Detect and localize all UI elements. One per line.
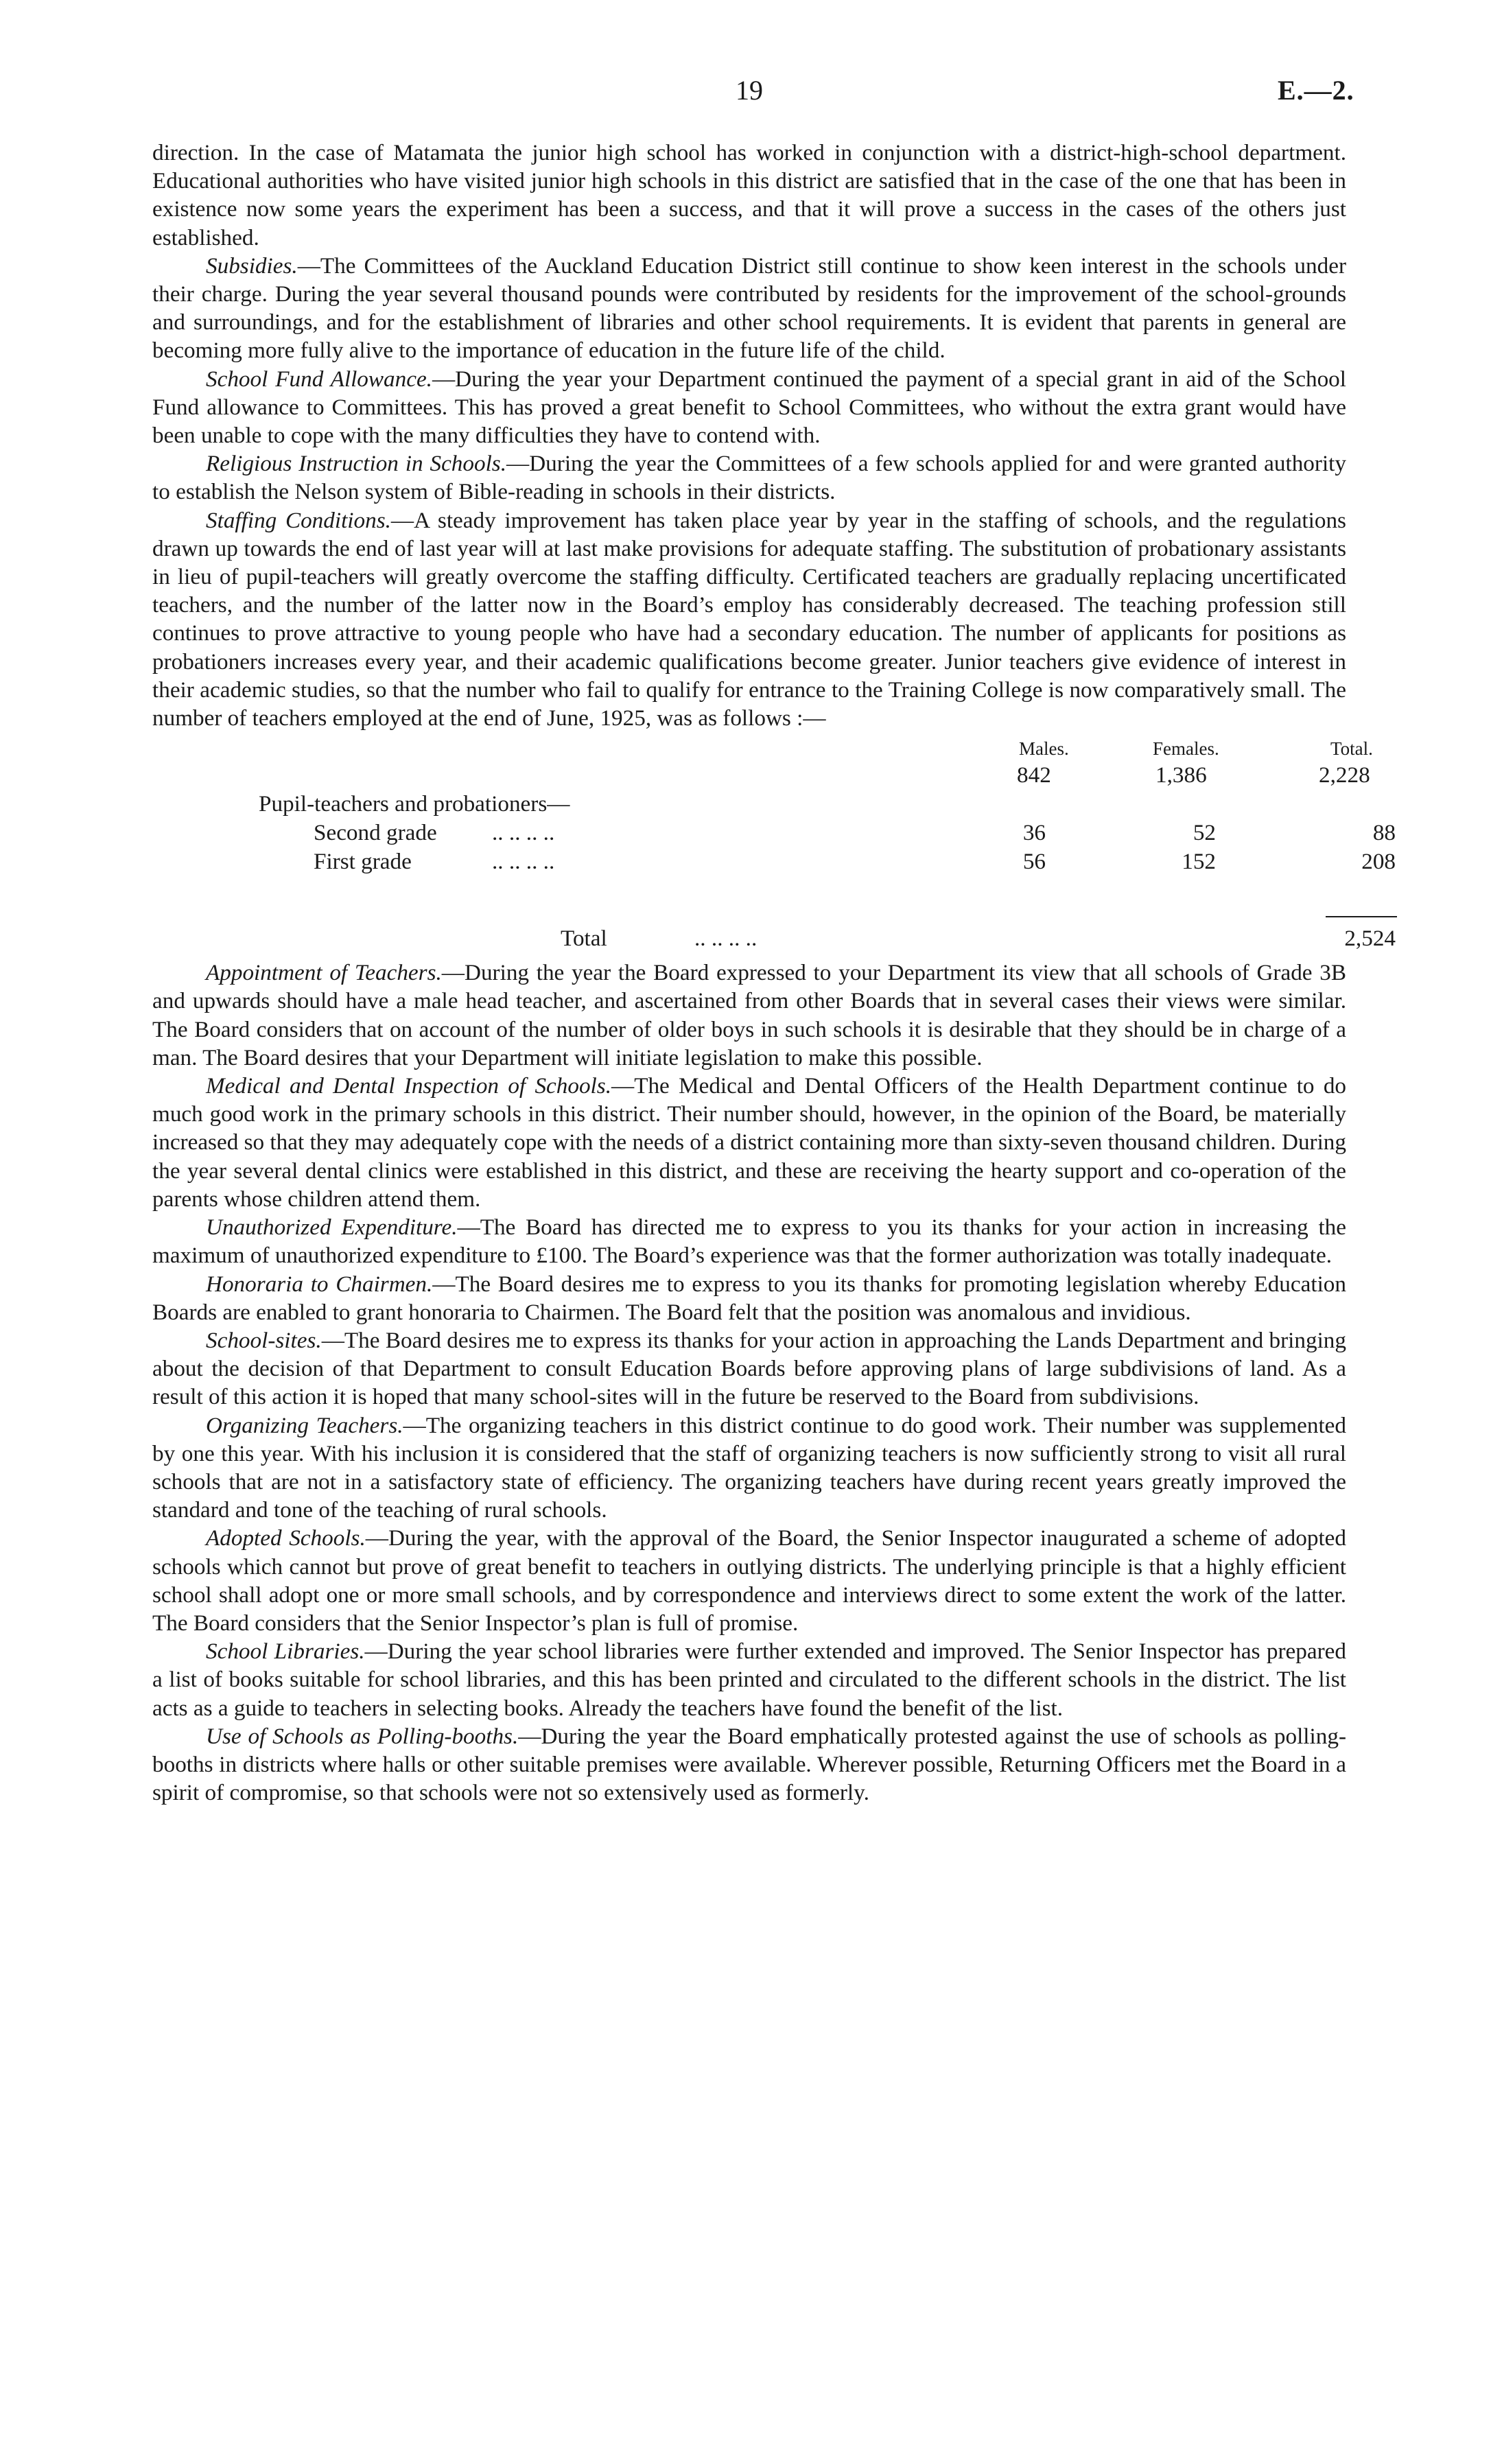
p-direction (152, 139, 1346, 252)
paragraphs-top (152, 139, 1346, 732)
second-grade-total: 88 (1372, 820, 1396, 846)
p-appointment-heading: Appointment of Teachers. (206, 960, 442, 986)
group-label: Pupil-teachers and probationers— (259, 791, 570, 817)
second-grade-females: 52 (1193, 820, 1216, 846)
p-staffing-body: —A steady improvement has taken place year by year in the staffing of schools, and the regulations drawn up towards the end of last year will at last make provisions for adequate staffing. The substitution of probationary assistants in lieu of pupil-teachers will greatly overcome the staffing difficulty. Certificated teachers are gradually replacing uncertificated teachers, and the number of the latter now in the Board’s employ has considerably decreased. The teaching profession still continues to prove attractive to young people who have had a secondary education. The number of applicants for positions as probationers increases every year, and their academic qualifications become greater. Junior teachers give evidence of interest in their academic studies, so that the number who fail to qualify for entrance to the Training College is now comparatively small. The number of teachers employed at the end of June, 1925, was as follows :— (152, 507, 1346, 731)
paragraphs-bottom (152, 959, 1346, 1807)
p-honoraria (152, 1270, 1346, 1326)
p-honoraria-body: —The Board desires me to express to you its thanks for promoting legislation whereby Education Boards are enabled to grant honoraria to Chairmen. The Board felt that the position was anomalous and invidious. (152, 1271, 1346, 1325)
row-leaders-second-grade: .. .. .. .. (492, 820, 555, 846)
col-header-females: Females. (1153, 738, 1219, 760)
grand-total: 2,524 (1344, 926, 1396, 952)
row-label-second-grade: Second grade (314, 820, 437, 846)
p-organizing-heading: Organizing Teachers. (206, 1412, 403, 1438)
p-religious-body: —During the year the Committees of a few schools applied for and were granted authority to establish the Nelson system of Bible-reading in schools in their districts. (152, 451, 1346, 505)
p-libraries-heading: School Libraries. (206, 1639, 365, 1665)
p-honoraria-heading: Honoraria to Chairmen. (206, 1271, 433, 1297)
p-appointment (152, 959, 1346, 1072)
row-label-first-grade: First grade (314, 849, 412, 875)
p-organizing (152, 1411, 1346, 1525)
p-medical (152, 1072, 1346, 1213)
p-polling (152, 1722, 1346, 1807)
p-school-fund (152, 365, 1346, 450)
teachers-males: 842 (1017, 762, 1051, 788)
second-grade-males: 36 (1022, 820, 1046, 846)
teachers-females: 1,386 (1155, 762, 1207, 788)
p-subsidies (152, 252, 1346, 365)
p-libraries (152, 1637, 1346, 1722)
col-header-total: Total. (1330, 738, 1373, 760)
total-rule (1326, 916, 1397, 917)
p-school-sites-body: —The Board desires me to express its thanks for your action in approaching the Lands Department and bringing about the decision of that Department to consult Education Boards before approving plans of large subdivisions of land. As a result of this action it is hoped that many school-sites will in the future be reserved to the Board from subdivisions. (152, 1327, 1346, 1410)
p-direction-body: direction. In the case of Matamata the junior high school has worked in conjunction with a district-high-school department. Educational authorities who have visited junior high schools in this district are satisfied that in the case of the one that has been in existence now some years the experiment has been a success, and that it will prove a success in the cases of the others just established. (152, 140, 1346, 250)
p-polling-body: —During the year the Board emphatically protested against the use of schools as polling-booths in districts where halls or other suitable premises were available. Wherever possible, Returning Officers met the Board in a spirit of compromise, so that schools were not so extensively used as formerly. (152, 1723, 1346, 1806)
p-polling-heading: Use of Schools as Polling-booths. (206, 1723, 519, 1749)
p-religious (152, 449, 1346, 506)
total-label: Total (561, 926, 607, 952)
p-school-sites (152, 1326, 1346, 1411)
p-appointment-body: —During the year the Board expressed to your Department its view that all schools of Grade 3B and upwards should have a male head teacher, and ascertained from other Boards that in several cases their views were similar. The Board considers that on account of the number of older boys in such schools it is desirable that they should be in charge of a man. The Board desires that your Department will initiate legislation to make this possible. (152, 960, 1346, 1070)
body-text (152, 139, 1396, 1807)
document-reference: E.—2. (1278, 75, 1354, 106)
p-adopted-body: —During the year, with the approval of the Board, the Senior Inspector inaugurated a scheme of adopted schools which cannot but prove of great benefit to teachers in outlying districts. The underlying principle is that a highly efficient school shall adopt one or more small schools, and by correspondence and interviews direct to some extent the work of the latter. The Board considers that the Senior Inspector’s plan is full of promise. (152, 1525, 1347, 1636)
p-school-fund-body: —During the year your Department continued the payment of a special grant in aid of the School Fund allowance to Committees. This has proved a great benefit to School Committees, who without the extra grant would have been unable to cope with the many difficulties they have to contend with. (152, 366, 1346, 449)
p-religious-heading: Religious Instruction in Schools. (206, 451, 507, 477)
p-staffing (152, 506, 1346, 733)
p-adopted-heading: Adopted Schools. (206, 1525, 366, 1551)
first-grade-males: 56 (1022, 849, 1046, 875)
p-libraries-body: —During the year school libraries were further extended and improved. The Senior Inspector has prepared a list of books suitable for school libraries, and this has been printed and circulated to the different schools in the district. The list acts as a guide to teachers in selecting books. Already the teachers have found the benefit of the list. (152, 1639, 1346, 1721)
p-unauthorized-body: —The Board has directed me to express to you its thanks for your action in increasing the maximum of unauthorized expenditure to £100. The Board’s experience was that the former authorization was totally inadequate. (152, 1215, 1346, 1269)
p-medical-body: —The Medical and Dental Officers of the Health Department continue to do much good work in the primary schools in this district. Their number should, however, in the opinion of the Board, be materially increased so that they may adequately cope with the needs of a district containing more than sixty-seven thousand children. During the year several dental clinics were established in this district, and these are receiving the hearty support and co-operation of the parents whose children attend them. (152, 1073, 1347, 1212)
teachers-total: 2,228 (1319, 762, 1370, 788)
p-school-sites-heading: School-sites. (206, 1327, 322, 1353)
p-unauthorized (152, 1213, 1346, 1269)
page-number: 19 (736, 75, 763, 106)
p-school-fund-heading: School Fund Allowance. (206, 366, 432, 392)
p-medical-heading: Medical and Dental Inspection of Schools. (206, 1073, 611, 1099)
teachers-table (152, 732, 1396, 959)
p-subsidies-body: —The Committees of the Auckland Education District still continue to show keen interest in the schools under their charge. During the year several thousand pounds were contributed by residents for the improvement of the school-grounds and surroundings, and for the establishment of libraries and other school requirements. It is evident that parents in general are becoming more fully alive to the importance of education in the future life of the child. (152, 253, 1346, 364)
first-grade-females: 152 (1182, 849, 1216, 875)
col-header-males: Males. (1019, 738, 1069, 760)
row-leaders-first-grade: .. .. .. .. (492, 849, 555, 875)
p-unauthorized-heading: Unauthorized Expenditure. (206, 1215, 458, 1241)
p-subsidies-heading: Subsidies. (206, 253, 298, 279)
total-leaders: .. .. .. .. (694, 926, 758, 952)
first-grade-total: 208 (1361, 849, 1396, 875)
p-adopted (152, 1524, 1346, 1637)
p-staffing-heading: Staffing Conditions. (206, 507, 391, 533)
p-organizing-body: —The organizing teachers in this district continue to do good work. Their number was supplemented by one this year. With his inclusion it is considered that the staff of organizing teachers is now sufficiently strong to visit all rural schools that are not in a satisfactory state of efficiency. The organizing teachers have during recent years greatly improved the standard and tone of the teaching of rural schools. (152, 1412, 1346, 1523)
